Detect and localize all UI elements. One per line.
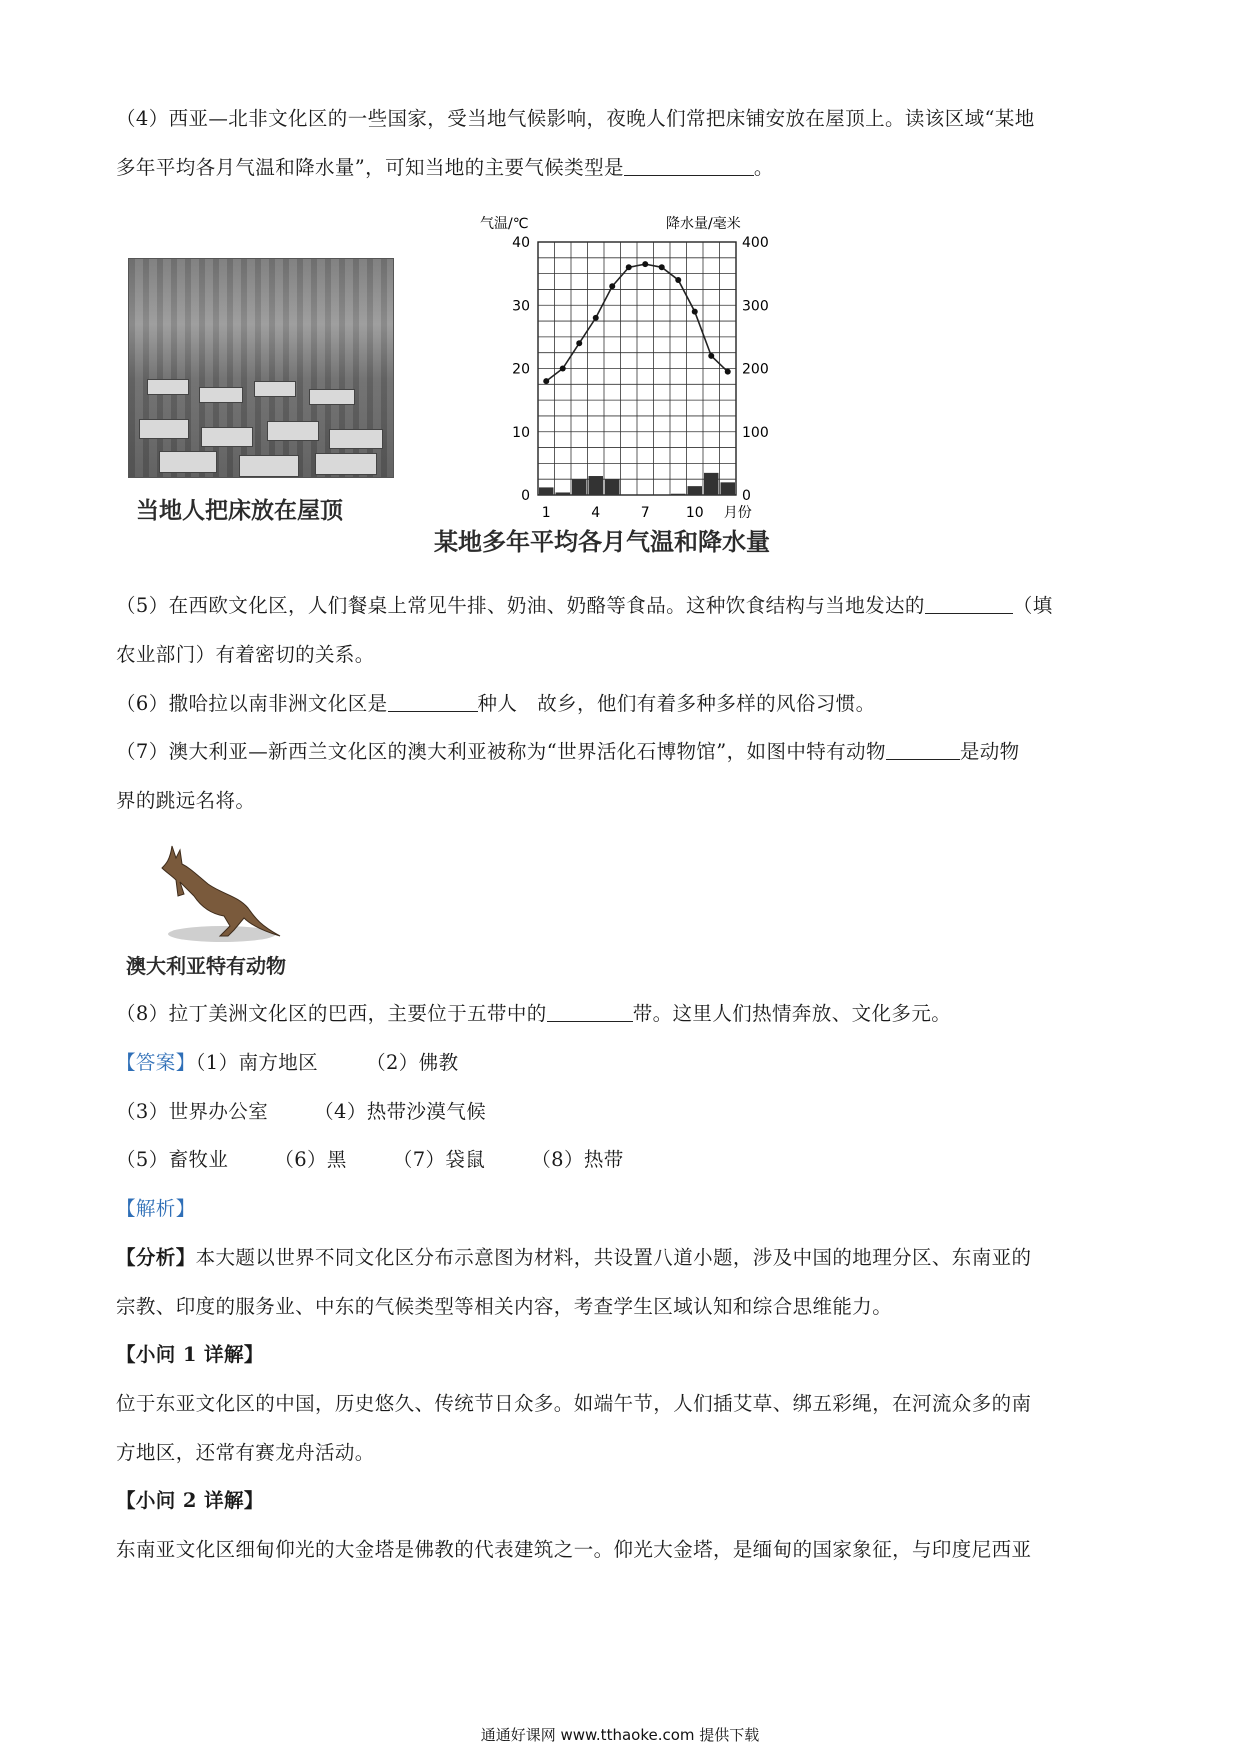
- precipitation-axis-label: 降水量/毫米: [666, 216, 741, 232]
- q5-answer-blank: [925, 593, 1013, 614]
- q8-text-end: 带。这里人们热情奔放、文化多元。: [632, 1002, 952, 1025]
- answer-tag: 【答案】: [116, 1051, 196, 1074]
- fenxi-tag: 【分析】: [116, 1246, 196, 1269]
- q6-text: （6）撒哈拉以南非洲文化区是: [116, 692, 388, 715]
- precipitation-bar: [572, 479, 587, 495]
- sub1-tag: 【小问 1 详解】: [116, 1343, 264, 1366]
- temperature-point: [543, 378, 549, 384]
- answer-line3: [116, 1136, 1126, 1184]
- temperature-axis-label: 气温/℃: [480, 216, 529, 232]
- bed-shape: [315, 453, 377, 475]
- precipitation-tick-label: 0: [742, 488, 751, 504]
- chart-grid: [538, 242, 736, 495]
- temperature-tick-label: 40: [512, 235, 530, 251]
- temperature-point: [675, 277, 681, 283]
- temperature-point: [576, 340, 582, 346]
- climate-chart: [470, 210, 810, 560]
- precipitation-bar: [704, 473, 719, 495]
- sub1-line1: 位于东亚文化区的中国，历史悠久、传统节日众多。如端午节，人们插艾草、绑五彩绳，在河流众多的南: [116, 1392, 1032, 1415]
- bed-shape: [159, 451, 217, 473]
- q8-answer-blank: [547, 1001, 633, 1022]
- answer-line1: [116, 1039, 1126, 1087]
- precipitation-ticks: [742, 235, 769, 504]
- temperature-tick-label: 30: [512, 298, 530, 315]
- precipitation-bar: [539, 487, 554, 495]
- bed-shape: [199, 387, 243, 403]
- temperature-point: [609, 283, 615, 289]
- q4-answer-blank: [624, 155, 754, 176]
- precipitation-tick-label: 300: [742, 298, 769, 315]
- month-tick-label: 10: [685, 505, 704, 521]
- sub1-line2: 方地区，还常有赛龙舟活动。: [116, 1441, 375, 1464]
- month-ticks: [542, 505, 752, 521]
- precipitation-tick-label: 400: [742, 235, 769, 251]
- answer-4: （4）热带沙漠气候: [314, 1100, 487, 1123]
- sub2-tag: 【小问 2 详解】: [116, 1489, 264, 1512]
- bed-shape: [201, 427, 253, 447]
- q7-line1-end: 是动物: [959, 740, 1020, 763]
- temperature-point: [725, 369, 731, 375]
- fenxi-line2: 宗教、印度的服务业、中东的气候类型等相关内容，考查学生区域认知和综合思维能力。: [116, 1295, 893, 1318]
- q4-line1: （4）西亚—北非文化区的一些国家，受当地气候影响，夜晚人们常把床铺安放在屋顶上。读该区域“某地: [116, 107, 1035, 130]
- temperature-point: [593, 315, 599, 321]
- q7-line1-text: （7）澳大利亚—新西兰文化区的澳大利亚被称为“世界活化石博物馆”，如图中特有动物: [116, 740, 886, 763]
- q4-line2-end: 。: [753, 156, 774, 179]
- q4-line2-text: 多年平均各月气温和降水量”，可知当地的主要气候类型是: [116, 156, 624, 179]
- q5-line1-end: （填: [1012, 594, 1053, 617]
- temperature-ticks: [512, 235, 530, 504]
- bed-shape: [329, 429, 383, 449]
- temperature-point: [560, 366, 566, 372]
- q8-text: （8）拉丁美洲文化区的巴西，主要位于五带中的: [116, 1002, 547, 1025]
- temperature-point: [708, 353, 714, 359]
- bed-shape: [267, 421, 319, 441]
- month-tick-label: 1: [541, 505, 551, 521]
- answer-3: （3）世界办公室: [116, 1100, 269, 1123]
- bed-shape: [139, 419, 189, 439]
- figure2-caption: 某地多年平均各月气温和降水量: [434, 528, 770, 556]
- precipitation-bar: [671, 494, 686, 495]
- month-tick-label: 7: [640, 505, 650, 521]
- temperature-tick-label: 20: [512, 361, 530, 378]
- answer-8: （8）热带: [531, 1148, 624, 1171]
- q5-line2: 农业部门）有着密切的关系。: [116, 643, 375, 666]
- temperature-tick-label: 10: [512, 424, 530, 441]
- answer-line2: [116, 1088, 1126, 1136]
- bed-shape: [147, 379, 189, 395]
- precipitation-bar: [721, 482, 736, 495]
- figure3-caption: 澳大利亚特有动物: [126, 954, 286, 978]
- bed-shape: [239, 455, 299, 477]
- fenxi-text: 本大题以世界不同文化区分布示意图为材料，共设置八道小题，涉及中国的地理分区、东南亚的: [195, 1246, 1032, 1269]
- temperature-point: [659, 264, 665, 270]
- q7-line2: 界的跳远名将。: [116, 789, 256, 812]
- temperature-tick-label: 0: [521, 488, 530, 504]
- figure1-caption: 当地人把床放在屋顶: [136, 498, 343, 524]
- answer-5: （5）畜牧业: [116, 1148, 229, 1171]
- q5-line1-text: （5）在西欧文化区，人们餐桌上常见牛排、奶油、奶酪等食品。这种饮食结构与当地发达的: [116, 594, 925, 617]
- temperature-point: [626, 264, 632, 270]
- q7-line1: [116, 728, 1126, 776]
- answer-2: （2）佛教: [366, 1051, 459, 1074]
- temperature-point: [642, 261, 648, 267]
- q5-line1: [116, 582, 1126, 630]
- q6-line: [116, 680, 1126, 728]
- answer-7: （7）袋鼠: [392, 1148, 486, 1171]
- precipitation-bar: [589, 476, 604, 495]
- analysis-tag: 【解析】: [116, 1197, 196, 1220]
- q7-answer-blank: [886, 739, 960, 760]
- month-tick-label: 4: [591, 505, 601, 521]
- kangaroo-illustration: [150, 838, 285, 946]
- sub2-line1: 东南亚文化区细甸仰光的大金塔是佛教的代表建筑之一。仰光大金塔，是缅甸的国家象征，与印度尼西亚: [116, 1538, 1032, 1561]
- bed-shape: [254, 381, 296, 397]
- q8-line: [116, 990, 1126, 1038]
- fenxi-line1: [116, 1234, 1126, 1282]
- precipitation-tick-label: 200: [742, 361, 769, 378]
- rooftop-beds-photo: [128, 258, 394, 478]
- kangaroo-body: [162, 846, 280, 936]
- page-footer: 通通好课网 www.tthaoke.com 提供下载: [480, 1726, 760, 1744]
- answer-6: （6）黑: [274, 1148, 347, 1171]
- answer-1: （1）南方地区: [195, 1051, 319, 1074]
- precipitation-bar: [556, 492, 571, 495]
- precipitation-bar: [605, 479, 620, 495]
- precipitation-tick-label: 100: [742, 424, 769, 441]
- temperature-point: [692, 309, 698, 315]
- q4-line2: [116, 144, 1126, 192]
- bed-shape: [309, 389, 355, 405]
- month-unit-label: 月份: [723, 505, 752, 521]
- q6-answer-blank: [388, 691, 478, 712]
- precipitation-bar: [688, 486, 703, 495]
- q6-text-end: 种人 故乡，他们有着多种多样的风俗习惯。: [477, 692, 876, 715]
